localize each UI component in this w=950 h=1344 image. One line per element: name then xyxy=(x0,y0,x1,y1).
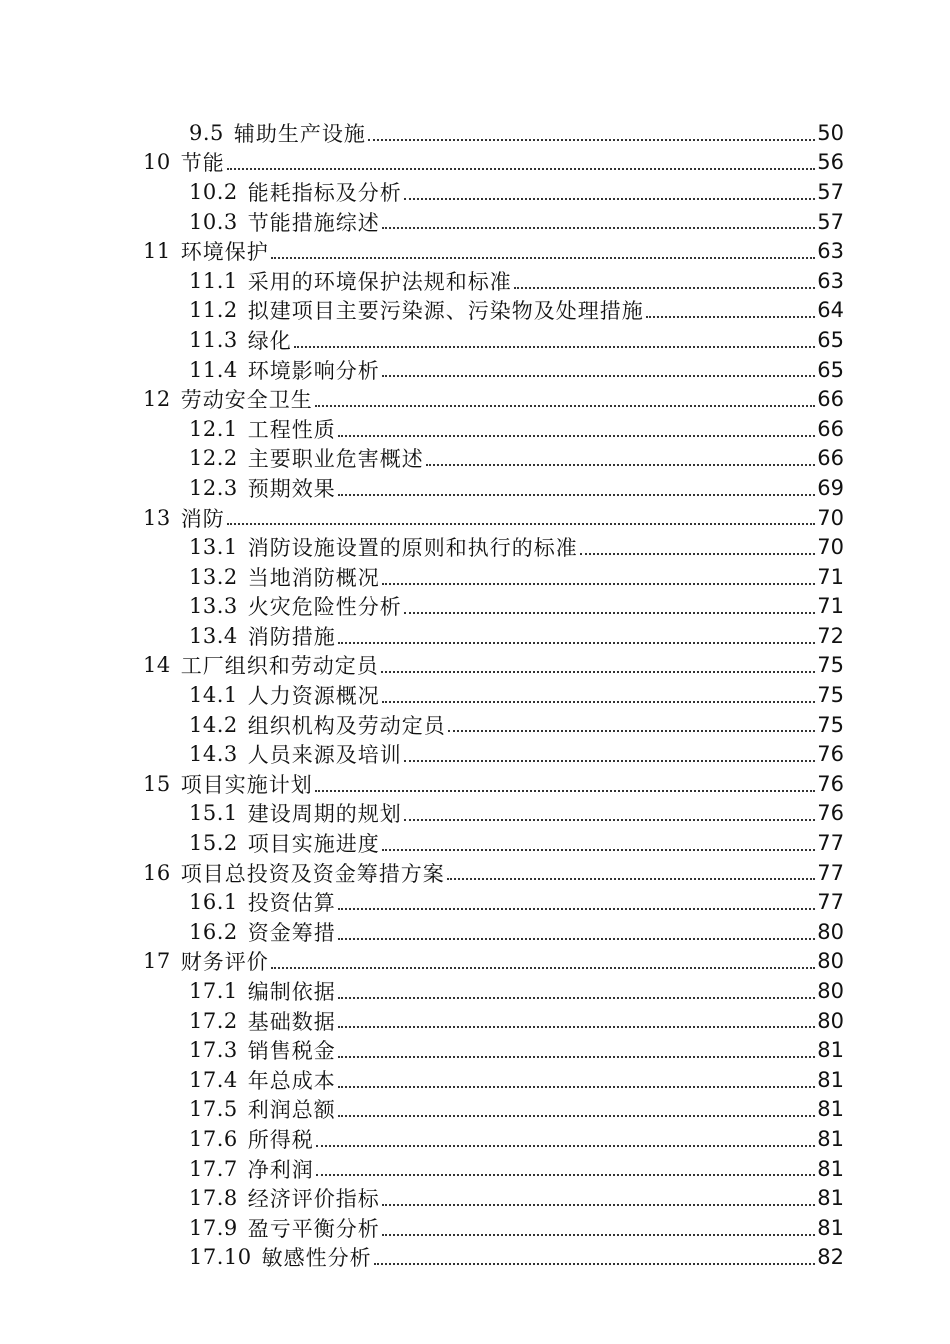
toc-entry-page-number: 81 xyxy=(817,1038,844,1063)
toc-entry-number: 11.3 xyxy=(189,327,238,352)
dot-leader xyxy=(374,1263,816,1265)
toc-entry-number: 10 xyxy=(143,150,171,175)
dot-leader xyxy=(382,1204,816,1206)
dot-leader xyxy=(580,553,816,555)
toc-entry-number: 14.2 xyxy=(189,712,238,737)
toc-entry-title: 消防设施设置的原则和执行的标准 xyxy=(247,536,578,561)
toc-entry-title: 工程性质 xyxy=(247,417,336,442)
toc-entry[interactable] xyxy=(189,177,844,207)
toc-entry[interactable] xyxy=(189,917,844,947)
toc-entry[interactable] xyxy=(143,858,844,888)
dot-leader xyxy=(338,1086,816,1088)
toc-entry-title: 劳动安全卫生 xyxy=(180,388,313,413)
toc-entry-number: 10.2 xyxy=(189,179,238,204)
toc-entry-page-number: 56 xyxy=(817,150,844,175)
toc-entry-page-number: 81 xyxy=(817,1126,844,1151)
toc-entry-page-number: 81 xyxy=(817,1215,844,1240)
toc-entry[interactable] xyxy=(189,325,844,355)
toc-entry-number: 11.2 xyxy=(189,298,238,323)
dot-leader xyxy=(316,1145,816,1147)
toc-entry-page-number: 76 xyxy=(817,771,844,796)
dot-leader xyxy=(338,435,816,437)
toc-entry-number: 17.6 xyxy=(189,1126,238,1151)
toc-entry-number: 12.1 xyxy=(189,416,238,441)
dot-leader xyxy=(338,1026,816,1028)
toc-entry-page-number: 82 xyxy=(817,1245,844,1270)
toc-entry-page-number: 71 xyxy=(817,564,844,589)
dot-leader xyxy=(404,198,816,200)
dot-leader xyxy=(271,967,816,969)
toc-entry-number: 17.2 xyxy=(189,1008,238,1033)
toc-entry-page-number: 75 xyxy=(817,712,844,737)
dot-leader xyxy=(338,494,816,496)
toc-entry-page-number: 63 xyxy=(817,239,844,264)
dot-leader xyxy=(426,464,816,466)
dot-leader xyxy=(338,1056,816,1058)
toc-entry-title: 经济评价指标 xyxy=(247,1187,380,1212)
dot-leader xyxy=(227,523,816,525)
toc-entry-number: 17.4 xyxy=(189,1067,238,1092)
toc-entry-page-number: 70 xyxy=(817,535,844,560)
toc-entry[interactable] xyxy=(143,947,844,977)
toc-entry-number: 15 xyxy=(143,771,171,796)
toc-entry-page-number: 77 xyxy=(817,831,844,856)
toc-entry-number: 17 xyxy=(143,949,171,974)
toc-entry-number: 17.9 xyxy=(189,1215,238,1240)
toc-entry[interactable] xyxy=(189,1243,844,1273)
toc-entry-page-number: 72 xyxy=(817,623,844,648)
toc-entry-page-number: 81 xyxy=(817,1186,844,1211)
toc-entry[interactable] xyxy=(189,562,844,592)
toc-entry-page-number: 57 xyxy=(817,179,844,204)
toc-entry-title: 环境影响分析 xyxy=(247,358,380,383)
toc-entry-number: 16.2 xyxy=(189,919,238,944)
toc-entry-number: 13.3 xyxy=(189,594,238,619)
toc-entry-page-number: 81 xyxy=(817,1097,844,1122)
toc-entry-title: 人力资源概况 xyxy=(247,684,380,709)
toc-entry-page-number: 75 xyxy=(817,683,844,708)
toc-entry[interactable] xyxy=(189,1154,844,1184)
toc-entry[interactable] xyxy=(189,1213,844,1243)
toc-entry[interactable] xyxy=(189,799,844,829)
toc-entry-number: 11.4 xyxy=(189,357,238,382)
toc-entry[interactable] xyxy=(189,1006,844,1036)
toc-entry-number: 9.5 xyxy=(189,120,224,145)
toc-entry[interactable] xyxy=(189,1183,844,1213)
dot-leader xyxy=(447,878,816,880)
toc-entry-number: 12.2 xyxy=(189,446,238,471)
toc-entry-title: 节能 xyxy=(180,151,225,176)
toc-entry-number: 17.7 xyxy=(189,1156,238,1181)
toc-entry-number: 14.3 xyxy=(189,742,238,767)
toc-entry-page-number: 77 xyxy=(817,860,844,885)
toc-entry-number: 16 xyxy=(143,860,171,885)
dot-leader xyxy=(338,908,816,910)
toc-entry-page-number: 65 xyxy=(817,327,844,352)
toc-entry[interactable] xyxy=(189,473,844,503)
dot-leader xyxy=(315,790,816,792)
toc-entry-page-number: 71 xyxy=(817,594,844,619)
toc-entry[interactable] xyxy=(189,1065,844,1095)
toc-entry-page-number: 75 xyxy=(817,653,844,678)
toc-entry-title: 资金筹措 xyxy=(247,920,336,945)
toc-entry-title: 盈亏平衡分析 xyxy=(247,1216,380,1241)
toc-entry-number: 17.10 xyxy=(189,1245,252,1270)
toc-entry-number: 17.3 xyxy=(189,1038,238,1063)
toc-entry-title: 预期效果 xyxy=(247,476,336,501)
toc-entry[interactable] xyxy=(189,739,844,769)
toc-entry-title: 项目实施计划 xyxy=(180,772,313,797)
toc-entry-title: 编制依据 xyxy=(247,980,336,1005)
toc-entry[interactable] xyxy=(189,680,844,710)
dot-leader xyxy=(514,287,816,289)
toc-entry-title: 消防措施 xyxy=(247,624,336,649)
toc-entry-title: 节能措施综述 xyxy=(247,210,380,235)
dot-leader xyxy=(338,642,816,644)
toc-entry-number: 17.5 xyxy=(189,1097,238,1122)
toc-entry-page-number: 50 xyxy=(817,120,844,145)
toc-entry-title: 销售税金 xyxy=(247,1039,336,1064)
toc-entry[interactable] xyxy=(189,621,844,651)
toc-entry-number: 17.8 xyxy=(189,1186,238,1211)
toc-entry-number: 13.2 xyxy=(189,564,238,589)
toc-entry-page-number: 80 xyxy=(817,919,844,944)
toc-entry-number: 14 xyxy=(143,653,171,678)
dot-leader xyxy=(404,819,816,821)
toc-entry[interactable] xyxy=(189,887,844,917)
toc-entry-page-number: 66 xyxy=(817,446,844,471)
dot-leader xyxy=(382,849,816,851)
dot-leader xyxy=(382,1234,816,1236)
toc-entry[interactable] xyxy=(189,118,844,148)
dot-leader xyxy=(382,583,816,585)
toc-entry[interactable] xyxy=(143,769,844,799)
dot-leader xyxy=(338,1115,816,1117)
dot-leader xyxy=(646,316,816,318)
toc-entry-title: 主要职业危害概述 xyxy=(247,447,424,472)
toc-entry-page-number: 63 xyxy=(817,268,844,293)
toc-entry[interactable] xyxy=(189,710,844,740)
toc-entry[interactable] xyxy=(189,444,844,474)
toc-entry[interactable] xyxy=(143,148,844,178)
toc-entry-page-number: 69 xyxy=(817,475,844,500)
toc-entry-page-number: 66 xyxy=(817,416,844,441)
toc-entry-page-number: 66 xyxy=(817,387,844,412)
toc-entry-number: 16.1 xyxy=(189,890,238,915)
toc-entry[interactable] xyxy=(189,266,844,296)
dot-leader xyxy=(271,257,816,259)
toc-entry-page-number: 76 xyxy=(817,801,844,826)
toc-entry[interactable] xyxy=(189,592,844,622)
toc-entry-title: 采用的环境保护法规和标准 xyxy=(247,269,512,294)
toc-entry-title: 所得税 xyxy=(247,1127,314,1152)
dot-leader xyxy=(338,997,816,999)
toc-entry-page-number: 80 xyxy=(817,979,844,1004)
toc-entry-page-number: 57 xyxy=(817,209,844,234)
toc-entry-number: 13.1 xyxy=(189,535,238,560)
toc-entry-title: 辅助生产设施 xyxy=(233,121,366,146)
dot-leader xyxy=(315,405,816,407)
toc-entry-title: 拟建项目主要污染源、污染物及处理措施 xyxy=(247,299,644,324)
toc-entry[interactable] xyxy=(143,503,844,533)
toc-entry-title: 净利润 xyxy=(247,1157,314,1182)
toc-entry[interactable] xyxy=(189,296,844,326)
dot-leader xyxy=(381,671,816,673)
toc-entry-title: 组织机构及劳动定员 xyxy=(247,713,446,738)
toc-entry-title: 环境保护 xyxy=(180,240,269,265)
dot-leader xyxy=(316,1174,816,1176)
toc-entry-number: 12 xyxy=(143,387,171,412)
toc-entry[interactable] xyxy=(189,414,844,444)
toc-entry[interactable] xyxy=(189,828,844,858)
toc-entry[interactable] xyxy=(189,1035,844,1065)
dot-leader xyxy=(404,612,816,614)
toc-entry-number: 15.2 xyxy=(189,831,238,856)
toc-entry-number: 11.1 xyxy=(189,268,238,293)
toc-entry[interactable] xyxy=(189,976,844,1006)
dot-leader xyxy=(227,168,816,170)
toc-entry-title: 敏感性分析 xyxy=(261,1246,372,1271)
toc-entry[interactable] xyxy=(189,355,844,385)
toc-entry[interactable] xyxy=(189,532,844,562)
toc-entry-page-number: 81 xyxy=(817,1067,844,1092)
dot-leader xyxy=(404,760,816,762)
toc-entry[interactable] xyxy=(189,1095,844,1125)
toc-entry-title: 工厂组织和劳动定员 xyxy=(180,654,379,679)
dot-leader xyxy=(448,730,816,732)
toc-entry-page-number: 77 xyxy=(817,890,844,915)
toc-entry[interactable] xyxy=(143,236,844,266)
toc-entry-number: 17.1 xyxy=(189,979,238,1004)
dot-leader xyxy=(338,938,816,940)
dot-leader xyxy=(382,375,816,377)
toc-entry-title: 项目实施进度 xyxy=(247,832,380,857)
toc-entry-title: 财务评价 xyxy=(180,950,269,975)
dot-leader xyxy=(382,701,816,703)
dot-leader xyxy=(368,139,815,141)
toc-entry-number: 10.3 xyxy=(189,209,238,234)
toc-entry-number: 15.1 xyxy=(189,801,238,826)
toc-entry-title: 年总成本 xyxy=(247,1068,336,1093)
toc-entry-title: 当地消防概况 xyxy=(247,565,380,590)
toc-entry-page-number: 81 xyxy=(817,1156,844,1181)
toc-entry-page-number: 80 xyxy=(817,1008,844,1033)
toc-entry-page-number: 76 xyxy=(817,742,844,767)
toc-entry-title: 火灾危险性分析 xyxy=(247,595,402,620)
toc-entry-title: 能耗指标及分析 xyxy=(247,180,402,205)
toc-entry-number: 14.1 xyxy=(189,683,238,708)
toc-entry-number: 13 xyxy=(143,505,171,530)
toc-entry-title: 建设周期的规划 xyxy=(247,802,402,827)
toc-entry[interactable] xyxy=(143,384,844,414)
toc-entry-number: 12.3 xyxy=(189,475,238,500)
toc-entry-title: 人员来源及培训 xyxy=(247,743,402,768)
toc-entry-title: 项目总投资及资金筹措方案 xyxy=(180,861,445,886)
toc-entry-number: 13.4 xyxy=(189,623,238,648)
dot-leader xyxy=(382,227,816,229)
toc-entry[interactable] xyxy=(143,651,844,681)
toc-entry-title: 绿化 xyxy=(247,328,292,353)
toc-entry-page-number: 80 xyxy=(817,949,844,974)
toc-entry-title: 利润总额 xyxy=(247,1098,336,1123)
toc-entry[interactable] xyxy=(189,1124,844,1154)
table-of-contents xyxy=(0,118,950,1272)
toc-entry-page-number: 64 xyxy=(817,298,844,323)
toc-entry-title: 消防 xyxy=(180,506,225,531)
toc-entry[interactable] xyxy=(189,207,844,237)
toc-entry-title: 基础数据 xyxy=(247,1009,336,1034)
toc-entry-page-number: 65 xyxy=(817,357,844,382)
toc-entry-title: 投资估算 xyxy=(247,891,336,916)
dot-leader xyxy=(294,346,816,348)
toc-entry-page-number: 70 xyxy=(817,505,844,530)
toc-entry-number: 11 xyxy=(143,239,171,264)
